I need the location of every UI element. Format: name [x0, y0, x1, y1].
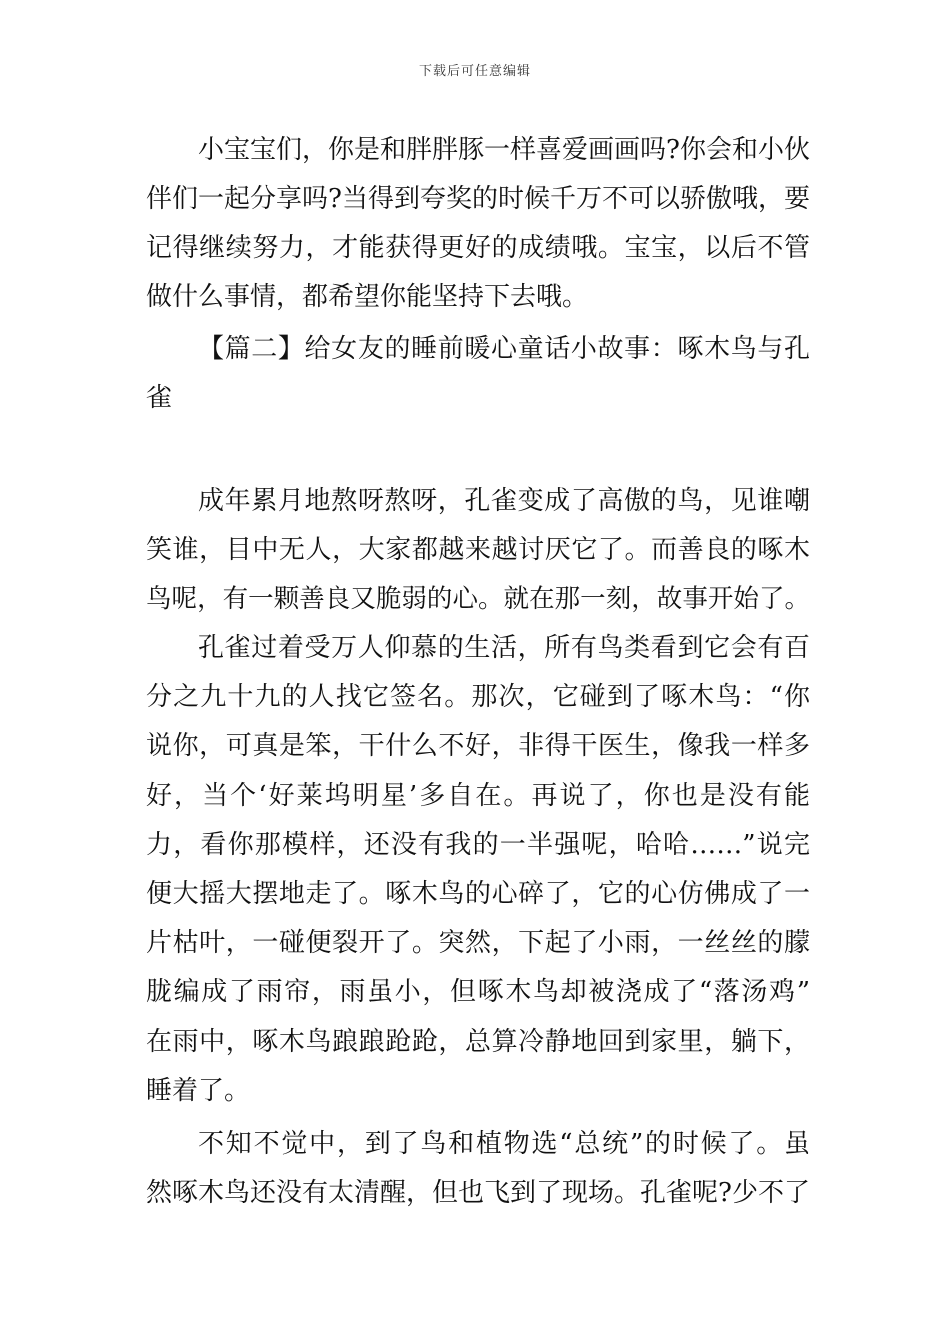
page-header: 下载后可任意编辑 [418, 64, 531, 79]
section-title-line: 【篇二】给女友的睡前暖心童话小故事：啄木鸟与孔 [198, 334, 810, 364]
paragraph-line: 力，看你那模样，还没有我的一半强呢，哈哈……”说完 [146, 830, 810, 860]
paragraph-line: 记得继续努力，才能获得更好的成绩哦。宝宝，以后不管 [146, 233, 810, 263]
paragraph-line: 伴们一起分享吗?当得到夸奖的时候千万不可以骄傲哦，要 [146, 184, 810, 214]
paragraph-line: 好，当个‘好莱坞明星’多自在。再说了，你也是没有能 [146, 781, 810, 811]
paragraph-line: 孔雀过着受万人仰慕的生活，所有鸟类看到它会有百 [198, 633, 810, 663]
paragraph-line: 成年累月地熬呀熬呀，孔雀变成了高傲的鸟，见谁嘲 [198, 486, 810, 516]
paragraph-line: 便大摇大摆地走了。啄木鸟的心碎了，它的心仿佛成了一 [146, 879, 810, 909]
paragraph-line: 睡着了。 [146, 1076, 251, 1106]
paragraph-line: 胧编成了雨帘，雨虽小，但啄木鸟却被浇成了“落汤鸡” [146, 977, 810, 1007]
paragraph-line: 然啄木鸟还没有太清醒，但也飞到了现场。孔雀呢?少不了 [146, 1178, 810, 1208]
paragraph-line: 小宝宝们，你是和胖胖豚一样喜爱画画吗?你会和小伙 [198, 135, 810, 165]
paragraph-line: 鸟呢，有一颗善良又脆弱的心。就在那一刻，故事开始了。 [146, 584, 810, 614]
paragraph-line: 说你，可真是笨，干什么不好，非得干医生，像我一样多 [146, 731, 810, 761]
paragraph-line: 片枯叶，一碰便裂开了。突然，下起了小雨，一丝丝的朦 [146, 928, 810, 958]
paragraph-line: 分之九十九的人找它签名。那次，它碰到了啄木鸟：“你 [146, 682, 810, 712]
paragraph-line: 笑谁，目中无人，大家都越来越讨厌它了。而善良的啄木 [146, 535, 810, 565]
paragraph-line: 做什么事情，都希望你能坚持下去哦。 [146, 282, 589, 312]
paragraph-line: 不知不觉中，到了鸟和植物选“总统”的时候了。虽 [198, 1129, 810, 1159]
paragraph-line: 在雨中，啄木鸟踉踉跄跄，总算冷静地回到家里，躺下， [146, 1027, 810, 1057]
section-title-line: 雀 [146, 383, 173, 413]
